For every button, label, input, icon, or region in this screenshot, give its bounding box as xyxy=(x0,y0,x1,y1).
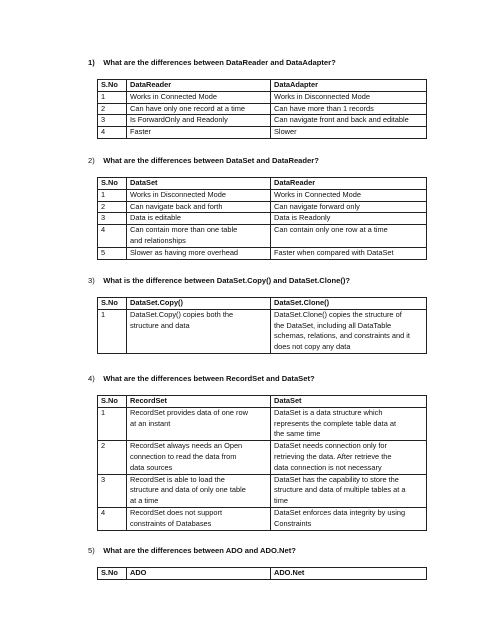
table-cell: DataSet.Clone() copies the structure of the DataSet, including all DataTable schemas, relations, and constraints and it does not copy any data xyxy=(271,309,427,353)
table-header-cell: DataSet.Clone() xyxy=(271,298,427,310)
table-cell: Faster xyxy=(127,127,271,139)
question-text: What is the difference between DataSet.Copy() and DataSet.Clone()? xyxy=(103,276,351,285)
table-header-cell: ADO.Net xyxy=(271,568,427,580)
question-text: What are the differences between DataSet and DataReader? xyxy=(103,156,319,165)
question-5 xyxy=(88,546,296,556)
table-header-cell: DataSet xyxy=(127,178,271,190)
table-header-cell: S.No xyxy=(98,568,127,580)
table-cell: Data is Readonly xyxy=(271,213,427,225)
table-cell: DataSet needs connection only for retrieving the data. After retrieve the data connection is not necessary xyxy=(271,441,427,474)
table-header-cell: ADO xyxy=(127,568,271,580)
table-cell: 1 xyxy=(98,91,127,103)
table-header-cell: S.No xyxy=(98,80,127,92)
table-cell: RecordSet always needs an Open connection to read the data from data sources xyxy=(127,441,271,474)
table-header-cell: DataSet.Copy() xyxy=(127,298,271,310)
question-number: 1) xyxy=(88,58,95,67)
table-cell: 1 xyxy=(98,309,127,353)
question-3 xyxy=(88,276,350,286)
table-cell: Can have more than 1 records xyxy=(271,103,427,115)
comparison-table-4 xyxy=(97,395,427,531)
table-row xyxy=(98,201,427,213)
table-header-cell: RecordSet xyxy=(127,396,271,408)
table-cell: DataSet has the capability to store the structure and data of multiple tables at a time xyxy=(271,474,427,507)
table-cell: 2 xyxy=(98,103,127,115)
table-cell: Can have only one record at a time xyxy=(127,103,271,115)
table-cell: RecordSet is able to load the structure and data of only one table at a time xyxy=(127,474,271,507)
table-row xyxy=(98,189,427,201)
table-row xyxy=(98,407,427,440)
table-cell: 2 xyxy=(98,441,127,474)
table-header-row xyxy=(98,396,427,408)
question-text: What are the differences between ADO and ADO.Net? xyxy=(103,546,296,555)
table-header-row xyxy=(98,80,427,92)
table-cell: 3 xyxy=(98,474,127,507)
table-cell: Works in Disconnected Mode xyxy=(271,91,427,103)
question-2 xyxy=(88,156,319,166)
table-header-row xyxy=(98,298,427,310)
table-row xyxy=(98,309,427,353)
table-cell: Works in Disconnected Mode xyxy=(127,189,271,201)
table-row xyxy=(98,213,427,225)
question-number: 2) xyxy=(88,156,95,165)
comparison-table-2 xyxy=(97,177,427,260)
table-cell: Works in Connected Mode xyxy=(271,189,427,201)
table-cell: Slower as having more overhead xyxy=(127,247,271,259)
table-header-row xyxy=(98,568,427,580)
table-row xyxy=(98,91,427,103)
table-header-cell: DataReader xyxy=(127,80,271,92)
table-row xyxy=(98,103,427,115)
table-cell: 2 xyxy=(98,201,127,213)
table-cell: RecordSet provides data of one row at an instant xyxy=(127,407,271,440)
table-row xyxy=(98,507,427,530)
table-cell: Can navigate back and forth xyxy=(127,201,271,213)
table-cell: DataSet is a data structure which represents the complete table data at the same time xyxy=(271,407,427,440)
table-cell: 4 xyxy=(98,225,127,248)
table-cell: Can contain only one row at a time xyxy=(271,225,427,248)
table-row xyxy=(98,247,427,259)
table-cell: 5 xyxy=(98,247,127,259)
table-cell: Data is editable xyxy=(127,213,271,225)
comparison-table-1 xyxy=(97,79,427,139)
table-cell: DataSet enforces data integrity by using Constraints xyxy=(271,507,427,530)
question-number: 3) xyxy=(88,276,95,285)
comparison-table-5 xyxy=(97,567,427,580)
table-cell: Is ForwardOnly and Readonly xyxy=(127,115,271,127)
question-text: What are the differences between RecordSet and DataSet? xyxy=(103,374,315,383)
table-cell: Can contain more than one table and relationships xyxy=(127,225,271,248)
table-header-cell: S.No xyxy=(98,396,127,408)
question-number: 4) xyxy=(88,374,95,383)
table-row xyxy=(98,225,427,248)
table-cell: Works in Connected Mode xyxy=(127,91,271,103)
table-cell: Can navigate front and back and editable xyxy=(271,115,427,127)
table-cell: Can navigate forward only xyxy=(271,201,427,213)
table-header-cell: DataSet xyxy=(271,396,427,408)
table-header-cell: DataAdapter xyxy=(271,80,427,92)
question-number: 5) xyxy=(88,546,95,555)
table-cell: 4 xyxy=(98,507,127,530)
question-text: What are the differences between DataReader and DataAdapter? xyxy=(103,58,336,67)
table-cell: Slower xyxy=(271,127,427,139)
table-row xyxy=(98,474,427,507)
table-cell: 1 xyxy=(98,189,127,201)
table-row xyxy=(98,441,427,474)
table-header-cell: DataReader xyxy=(271,178,427,190)
table-cell: Faster when compared with DataSet xyxy=(271,247,427,259)
table-row xyxy=(98,127,427,139)
table-cell: 3 xyxy=(98,213,127,225)
question-4 xyxy=(88,374,315,384)
table-cell: RecordSet does not support constraints of Databases xyxy=(127,507,271,530)
table-cell: 4 xyxy=(98,127,127,139)
table-cell: 3 xyxy=(98,115,127,127)
table-header-row xyxy=(98,178,427,190)
comparison-table-3 xyxy=(97,297,427,354)
table-cell: 1 xyxy=(98,407,127,440)
table-row xyxy=(98,115,427,127)
table-header-cell: S.No xyxy=(98,298,127,310)
table-cell: DataSet.Copy() copies both the structure and data xyxy=(127,309,271,353)
table-header-cell: S.No xyxy=(98,178,127,190)
question-1 xyxy=(88,58,336,68)
